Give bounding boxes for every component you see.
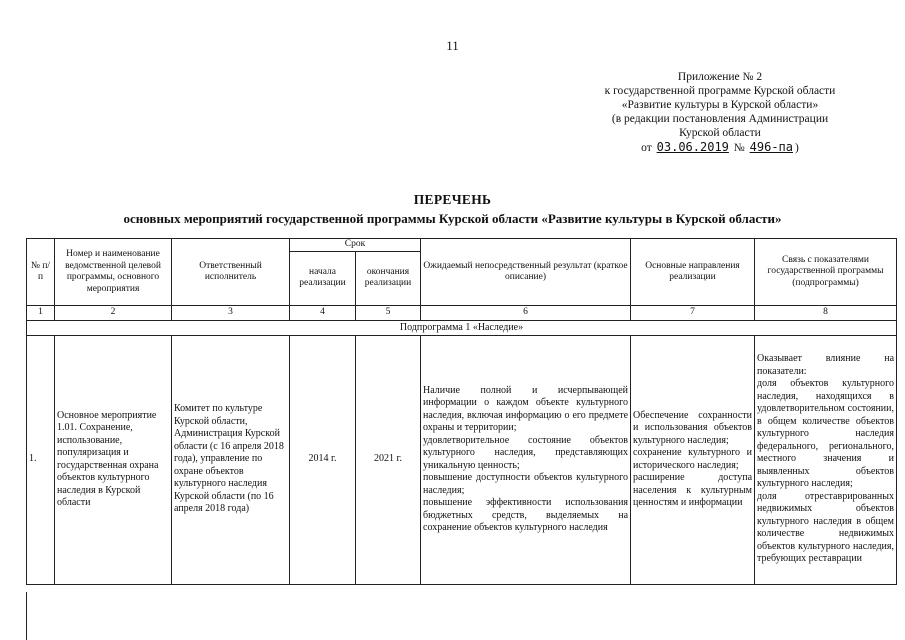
order-number: 496-па [749, 140, 793, 154]
column-number: 4 [290, 306, 356, 321]
column-number: 1 [27, 306, 55, 321]
result-item: повышение эффективности использования бюджетных средств, выделяемых на сохранение объектов культурного наследия [423, 497, 629, 533]
direction-item: Обеспечение сохранности и использования объектов культурного наследия; [633, 409, 753, 446]
link-item: доля отреставрированных недвижимых объектов культурного наследия в общем количестве недвижимых объектов культурного наследия, требующих реставрации [757, 490, 895, 565]
order-suffix: ) [795, 142, 799, 154]
order-number-label: № [733, 142, 745, 154]
order-prefix: от [641, 142, 652, 154]
header-executor: Ответственный исполнитель [172, 239, 290, 306]
header-start: начала реализации [290, 251, 356, 306]
order-date: 03.06.2019 [656, 140, 729, 154]
header-term: Срок [290, 239, 421, 252]
header-num: № п/п [27, 239, 55, 306]
table-row [27, 335, 897, 584]
order-line [570, 140, 870, 155]
column-number: 2 [55, 306, 172, 321]
header-directions: Основные направления реализации [631, 239, 755, 306]
result-item: Наличие полной и исчерпывающей информации о каждом объекте культурного наследия, включая информацию о его предмете охраны и территории; [423, 384, 629, 433]
appendix-line-4: (в редакции постановления Администрации [611, 113, 829, 125]
column-number-row [27, 306, 897, 321]
column-number: 7 [631, 306, 755, 321]
row-directions [631, 335, 755, 584]
row-end: 2021 г. [356, 335, 421, 584]
appendix-line-2: к государственной программе Курской области [604, 85, 836, 97]
page-number: 11 [446, 38, 459, 53]
row-num: 1. [27, 335, 55, 584]
appendix-line-1: Приложение № 2 [677, 71, 763, 83]
column-number: 3 [172, 306, 290, 321]
measures-table [26, 238, 897, 585]
header-result: Ожидаемый непосредственный результат (краткое описание) [421, 239, 631, 306]
column-number: 8 [755, 306, 897, 321]
link-item: Оказывает влияние на показатели: [757, 353, 895, 377]
row-executor: Комитет по культуре Курской области, Администрация Курской области (с 16 апреля 2018 года), управление по охране объектов культурного наследия Курской области (по 16 апреля 2018 года) [172, 335, 290, 584]
title-main: ПЕРЕЧЕНЬ [413, 192, 492, 207]
column-number: 5 [356, 306, 421, 321]
header-name: Номер и наименование ведомственной целевой программы, основного мероприятия [55, 239, 172, 306]
header-link: Связь с показателями государственной программы (подпрограммы) [755, 239, 897, 306]
link-item: доля объектов культурного наследия, находящихся в удовлетворительном состоянии, в общем количестве объектов культурного наследия федерального, регионального, местного значения и выявленных объектов культурного наследия; [757, 378, 895, 490]
direction-item: расширение доступа населения к культурным ценностям и информации [633, 472, 753, 508]
direction-item: сохранение культурного и исторического наследия; [633, 447, 753, 471]
column-number: 6 [421, 306, 631, 321]
header-end: окончания реализации [356, 251, 421, 306]
appendix-block [570, 70, 870, 155]
row-start: 2014 г. [290, 335, 356, 584]
row-result [421, 335, 631, 584]
page-left-rule [26, 592, 27, 640]
subprogram-title: Подпрограмма 1 «Наследие» [27, 320, 897, 335]
document-title [0, 192, 905, 227]
subprogram-row [27, 320, 897, 335]
row-name: Основное мероприятие 1.01. Сохранение, использование, популяризация и государственная охрана объектов культурного наследия в Курской области [55, 335, 172, 584]
appendix-line-5: Курской области [679, 127, 761, 139]
result-item: удовлетворительное состояние объектов культурного наследия, представляющих уникальную ценность; [423, 434, 629, 471]
appendix-line-3: «Развитие культуры в Курской области» [621, 99, 819, 111]
title-sub: основных мероприятий государственной программы Курской области «Развитие культуры в Курской области» [123, 211, 782, 226]
row-link [755, 335, 897, 584]
result-item: повышение доступности объектов культурного наследия; [423, 472, 629, 496]
